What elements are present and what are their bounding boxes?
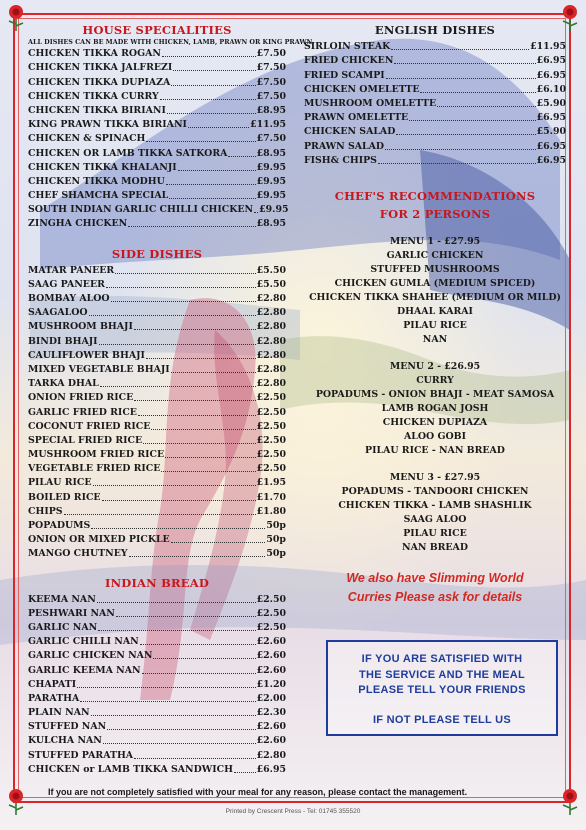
- menu-item: [28, 217, 286, 231]
- item-price: £5.90: [536, 97, 566, 109]
- chef-menu-line: ALOO GOBI: [404, 430, 466, 442]
- item-price: £5.50: [256, 264, 286, 276]
- menu-item: [28, 377, 286, 391]
- dot-leader: [171, 372, 256, 373]
- menu-item: [28, 391, 286, 405]
- item-name: GARLIC KEEMA NAN: [28, 664, 141, 676]
- chef-menu-line: CURRY: [416, 374, 454, 386]
- menu-item: [28, 263, 286, 277]
- item-price: £6.95: [536, 112, 566, 124]
- menu-item: [28, 104, 286, 118]
- chef-menu-line: LAMB ROGAN JOSH: [381, 402, 489, 414]
- right-column: [304, 22, 566, 607]
- satisfied-line2: THE SERVICE AND THE MEAL: [358, 668, 526, 681]
- dot-leader: [396, 134, 535, 135]
- item-name: BOMBAY ALOO: [28, 293, 110, 304]
- dot-leader: [91, 715, 256, 716]
- satisfied-line1: IF YOU ARE SATISFIED WITH: [361, 653, 523, 665]
- menu-item: [28, 663, 286, 677]
- item-price: £2.50: [256, 406, 286, 418]
- item-price: £7.50: [256, 48, 286, 60]
- item-name: GARLIC CHICKEN NAN: [28, 650, 153, 662]
- satisfied-line3: PLEASE TELL YOUR FRIENDS: [358, 684, 526, 696]
- slimming-world-line1: We also have Slimming World: [346, 570, 524, 585]
- dot-leader: [178, 170, 256, 171]
- item-name: SPECIAL FRIED RICE: [28, 434, 143, 446]
- chef-menu-title: MENU 3 - £27.95: [389, 471, 481, 483]
- dot-leader: [160, 99, 256, 100]
- item-name: MUSHROOM BHAJI: [28, 321, 133, 333]
- menu-item: [28, 161, 286, 175]
- chef-menu-line: CHICKEN GUMLA (MEDIUM SPICED): [334, 277, 536, 289]
- dot-leader: [64, 514, 256, 515]
- item-name: STUFFED NAN: [28, 721, 107, 733]
- item-name: SIRLOIN STEAK: [304, 41, 391, 53]
- chef-menu: [304, 471, 566, 555]
- chef-menu-line: POPADUMS - ONION BHAJI - MEAT SAMOSA: [315, 388, 555, 400]
- dot-leader: [134, 400, 255, 401]
- item-price: £11.95: [250, 119, 286, 131]
- item-name: CHEF SHAMCHA SPECIAL: [28, 190, 169, 202]
- menu-item: [28, 476, 286, 490]
- menu-item: [28, 278, 286, 292]
- menu-item: [304, 111, 566, 125]
- item-price: £1.95: [256, 477, 286, 489]
- menu-item: [28, 763, 286, 777]
- chef-menu-line: CHICKEN DUPIAZA: [382, 416, 488, 428]
- item-price: £2.50: [256, 392, 286, 404]
- item-name: SAAG PANEER: [28, 278, 105, 290]
- item-price: £2.50: [256, 593, 286, 605]
- item-name: CHICKEN TIKKA CURRY: [28, 90, 159, 102]
- dot-leader: [173, 70, 255, 71]
- dot-leader: [102, 500, 256, 501]
- dot-leader: [138, 415, 256, 416]
- item-name: CAULIFLOWER BHAJI: [28, 349, 145, 361]
- dot-leader: [151, 429, 255, 430]
- item-name: FRIED SCAMPI: [304, 69, 385, 81]
- menu-item: [28, 75, 286, 89]
- item-price: £2.50: [256, 434, 286, 446]
- item-name: CHICKEN TIKKA KHALANJI: [28, 161, 177, 173]
- item-name: PESHWARI NAN: [28, 607, 115, 619]
- menu-item: [28, 490, 286, 504]
- chef-menu-line: POPADUMS - TANDOORI CHICKEN: [341, 485, 529, 497]
- dot-leader: [98, 630, 255, 631]
- item-name: GARLIC CHILLI NAN: [28, 636, 139, 648]
- chef-menu-line: CHICKEN TIKKA SHAHEE (MEDIUM OR MILD): [309, 291, 561, 303]
- menu-item: [28, 448, 286, 462]
- menu-item: [304, 40, 566, 54]
- item-name: TARKA DHAL: [28, 378, 99, 390]
- item-price: £9.95: [256, 190, 286, 202]
- item-price: £2.80: [256, 321, 286, 333]
- item-price: £2.50: [256, 449, 286, 461]
- chef-menu: [304, 360, 566, 458]
- dot-leader: [167, 113, 256, 114]
- menu-item: [28, 363, 286, 377]
- item-name: CHICKEN or LAMB TIKKA SANDWICH: [28, 763, 233, 775]
- dot-leader: [228, 156, 255, 157]
- item-price: £6.95: [536, 69, 566, 81]
- item-name: CHICKEN TIKKA BIRIANI: [28, 104, 166, 116]
- item-name: MUSHROOM FRIED RICE: [28, 449, 165, 461]
- dot-leader: [100, 386, 256, 387]
- chef-menu-line: PILAU RICE: [403, 319, 467, 331]
- item-price: £2.80: [256, 349, 286, 361]
- dot-leader: [93, 485, 256, 486]
- item-price: £2.80: [256, 378, 286, 390]
- side-dishes-heading: SIDE DISHES: [111, 247, 203, 262]
- chef-menu-line: NAN: [422, 333, 448, 345]
- chef-menu-line: PILAU RICE: [403, 527, 467, 539]
- menu-item: [28, 405, 286, 419]
- house-specialities-heading: HOUSE SPECIALITIES: [82, 23, 232, 37]
- bread-list: [28, 592, 286, 776]
- menu-item: [28, 146, 286, 160]
- item-price: £2.50: [256, 607, 286, 619]
- dot-leader: [161, 471, 255, 472]
- dot-leader: [103, 743, 256, 744]
- item-name: ONION FRIED RICE: [28, 392, 134, 404]
- menu-item: [28, 533, 286, 547]
- dot-leader: [169, 198, 255, 199]
- item-price: £7.50: [256, 90, 286, 102]
- item-name: BOILED RICE: [28, 491, 101, 503]
- menu-item: [28, 720, 286, 734]
- chef-heading-line2: FOR 2 PERSONS: [379, 206, 491, 221]
- menu-item: [28, 334, 286, 348]
- dot-leader: [115, 273, 255, 274]
- dot-leader: [437, 106, 536, 107]
- item-name: MATAR PANEER: [28, 264, 115, 276]
- dot-leader: [391, 49, 529, 50]
- menu-item: [28, 118, 286, 132]
- menu-item: [28, 349, 286, 363]
- menu-item: [304, 97, 566, 111]
- menu-item: [304, 125, 566, 139]
- side-list: [28, 263, 286, 561]
- item-name: CHICKEN TIKKA JALFREZI: [28, 62, 173, 74]
- menu-item: [28, 61, 286, 75]
- item-name: PARATHA: [28, 692, 80, 704]
- item-price: £8.95: [256, 104, 286, 116]
- item-price: £2.80: [256, 335, 286, 347]
- dot-leader: [111, 301, 256, 302]
- menu-item: [28, 203, 289, 217]
- dot-leader: [385, 149, 536, 150]
- item-name: CHICKEN TIKKA DUPIAZA: [28, 76, 171, 88]
- dot-leader: [394, 63, 535, 64]
- item-name: SOUTH INDIAN GARLIC CHILLI CHICKEN: [28, 204, 254, 216]
- item-price: £1.70: [256, 491, 286, 503]
- item-name: ONION OR MIXED PICKLE: [28, 534, 170, 546]
- menu-item: [28, 519, 286, 533]
- dot-leader: [171, 85, 255, 86]
- item-price: 50p: [266, 534, 286, 546]
- item-name: CHICKEN TIKKA ROGAN: [28, 48, 161, 60]
- dot-leader: [146, 141, 255, 142]
- item-name: CHICKEN & SPINACH: [28, 133, 146, 145]
- item-name: KEEMA NAN: [28, 593, 96, 605]
- item-name: PRAWN SALAD: [304, 140, 385, 152]
- item-price: £2.30: [256, 707, 286, 719]
- menu-item: [304, 83, 566, 97]
- item-name: PRAWN OMELETTE: [304, 112, 409, 124]
- chef-menu-line: SAAG ALOO: [403, 513, 467, 525]
- dot-leader: [142, 673, 256, 674]
- menu-item: [28, 47, 286, 61]
- item-price: 50p: [266, 520, 286, 531]
- item-name: MIXED VEGETABLE BHAJI: [28, 363, 170, 375]
- dot-leader: [99, 344, 256, 345]
- dot-leader: [91, 528, 265, 529]
- left-column: [28, 22, 313, 777]
- menu-item: [28, 734, 286, 748]
- item-price: £2.50: [256, 621, 286, 633]
- item-price: £7.50: [256, 133, 286, 145]
- slimming-world-line2: Curries Please ask for details: [347, 589, 523, 604]
- dot-leader: [254, 212, 258, 213]
- menu-item: [28, 306, 286, 320]
- menu-item: [28, 607, 286, 621]
- item-name: CHIPS: [28, 505, 63, 517]
- item-name: MANGO CHUTNEY: [28, 548, 128, 560]
- menu-item: [28, 175, 286, 189]
- item-price: £2.80: [256, 307, 286, 319]
- item-price: £2.50: [256, 463, 286, 475]
- dot-leader: [77, 687, 256, 688]
- chef-menu: [304, 235, 566, 347]
- item-price: £2.50: [256, 420, 286, 432]
- item-price: £6.95: [256, 763, 286, 775]
- item-price: £6.95: [536, 154, 566, 166]
- item-price: £5.90: [536, 126, 566, 138]
- indian-bread-heading: INDIAN BREAD: [104, 576, 210, 591]
- menu-item: [28, 505, 286, 519]
- menu-item: [28, 434, 286, 448]
- dot-leader: [97, 602, 256, 603]
- menu-item: [304, 54, 566, 68]
- dot-leader: [80, 701, 255, 702]
- dot-leader: [116, 616, 256, 617]
- item-name: PLAIN NAN: [28, 707, 90, 719]
- dot-leader: [143, 443, 256, 444]
- dot-leader: [165, 457, 256, 458]
- item-name: CHICKEN OR LAMB TIKKA SATKORA: [28, 147, 228, 159]
- dot-leader: [134, 758, 256, 759]
- menu-item: [304, 68, 566, 82]
- menu-item: [28, 635, 286, 649]
- house-list: [28, 47, 289, 231]
- dot-leader: [420, 92, 535, 93]
- item-price: £2.60: [256, 735, 286, 747]
- chef-menu-line: CHICKEN TIKKA - LAMB SHASHLIK: [338, 499, 532, 511]
- item-name: SAAGALOO: [28, 307, 88, 319]
- item-price: £9.95: [259, 204, 289, 216]
- item-price: £2.80: [256, 363, 286, 375]
- item-name: CHICKEN TIKKA MODHU: [28, 175, 165, 187]
- menu-item: [28, 189, 286, 203]
- menu-item: [28, 621, 286, 635]
- menu-item: [304, 139, 566, 153]
- menu-item: [28, 706, 286, 720]
- menu-item: [28, 592, 286, 606]
- dot-leader: [234, 772, 256, 773]
- dot-leader: [188, 127, 249, 128]
- item-price: £2.60: [256, 664, 286, 676]
- dot-leader: [171, 542, 266, 543]
- dot-leader: [162, 56, 256, 57]
- item-name: GARLIC NAN: [28, 621, 98, 633]
- item-price: £7.50: [256, 62, 286, 74]
- menu-item: [28, 748, 286, 762]
- item-price: £8.95: [256, 147, 286, 159]
- dot-leader: [409, 120, 535, 121]
- menu-item: [28, 547, 286, 561]
- item-price: £2.60: [256, 650, 286, 662]
- dot-leader: [134, 329, 256, 330]
- menu-item: [28, 292, 286, 306]
- item-name: STUFFED PARATHA: [28, 749, 134, 761]
- satisfaction-box: [326, 640, 558, 736]
- item-name: FISH& CHIPS: [304, 154, 377, 166]
- menu-item: [28, 420, 286, 434]
- item-price: £1.80: [256, 505, 286, 517]
- item-price: £2.60: [256, 721, 286, 733]
- chef-menu-title: MENU 1 - £27.95: [389, 235, 481, 247]
- dot-leader: [107, 729, 255, 730]
- item-name: PILAU RICE: [28, 477, 92, 489]
- house-note: ALL DISHES CAN BE MADE WITH CHICKEN, LAMB, PRAWN OR KING PRAWN: [28, 38, 313, 46]
- printer-credit: Printed by Crescent Press - Tel: 01745 355520: [225, 808, 361, 815]
- item-name: MUSHROOM OMELETTE: [304, 97, 437, 109]
- item-price: £6.95: [536, 55, 566, 67]
- chef-menu-title: MENU 2 - £26.95: [389, 360, 481, 372]
- chef-menu-line: DHAAL KARAI: [397, 305, 473, 317]
- dot-leader: [153, 658, 255, 659]
- dot-leader: [146, 358, 256, 359]
- menu-item: [28, 692, 286, 706]
- item-price: £2.80: [256, 293, 286, 304]
- dot-leader: [106, 287, 256, 288]
- item-name: KING PRAWN TIKKA BIRIANI: [28, 119, 187, 131]
- item-name: POPADUMS: [28, 520, 91, 531]
- item-price: 50p: [266, 548, 286, 560]
- menu-item: [304, 154, 566, 168]
- item-name: GARLIC FRIED RICE: [28, 406, 137, 418]
- menu-item: [28, 90, 286, 104]
- menu-item: [28, 132, 286, 146]
- footer-note: If you are not completely satisfied with your meal for any reason, please contact the management.: [48, 787, 468, 797]
- item-price: £9.95: [256, 161, 286, 173]
- english-list: [304, 40, 566, 168]
- menu-item: [28, 678, 286, 692]
- item-price: £7.50: [256, 76, 286, 88]
- chef-menu-line: NAN BREAD: [402, 541, 468, 553]
- menu-item: [28, 320, 286, 334]
- item-name: CHICKEN OMELETTE: [304, 83, 420, 95]
- item-name: KULCHA NAN: [28, 735, 102, 747]
- dot-leader: [128, 226, 255, 227]
- menu-item: [28, 649, 286, 663]
- english-dishes-heading: ENGLISH DISHES: [374, 23, 496, 37]
- item-name: CHICKEN SALAD: [304, 126, 396, 138]
- chef-heading-line1: CHEF'S RECOMMENDATIONS: [334, 188, 536, 203]
- dot-leader: [140, 644, 256, 645]
- item-name: BINDI BHAJI: [28, 335, 98, 347]
- item-price: £1.20: [256, 678, 286, 690]
- item-name: COCONUT FRIED RICE: [28, 420, 151, 432]
- chef-menus: [304, 235, 566, 555]
- item-name: FRIED CHICKEN: [304, 55, 394, 67]
- dot-leader: [129, 556, 266, 557]
- item-price: £2.80: [256, 749, 286, 761]
- chef-menu-line: PILAU RICE - NAN BREAD: [365, 444, 505, 456]
- chef-menu-line: STUFFED MUSHROOMS: [370, 263, 500, 275]
- dot-leader: [89, 315, 256, 316]
- item-price: £2.00: [256, 692, 286, 704]
- item-price: £6.10: [536, 83, 566, 95]
- item-price: £8.95: [256, 218, 286, 230]
- satisfied-line4: IF NOT PLEASE TELL US: [372, 713, 512, 726]
- item-name: CHAPATI: [28, 678, 77, 690]
- item-price: £11.95: [530, 41, 566, 53]
- item-price: £9.95: [256, 175, 286, 187]
- dot-leader: [378, 163, 536, 164]
- chef-menu-line: GARLIC CHICKEN: [386, 249, 484, 261]
- dot-leader: [166, 184, 256, 185]
- item-price: £6.95: [536, 140, 566, 152]
- menu-item: [28, 462, 286, 476]
- item-price: £5.50: [256, 278, 286, 290]
- item-price: £2.60: [256, 636, 286, 648]
- item-name: VEGETABLE FRIED RICE: [28, 463, 161, 475]
- rose-icon: [2, 2, 30, 32]
- item-name: ZINGHA CHICKEN: [28, 218, 128, 230]
- dot-leader: [386, 78, 536, 79]
